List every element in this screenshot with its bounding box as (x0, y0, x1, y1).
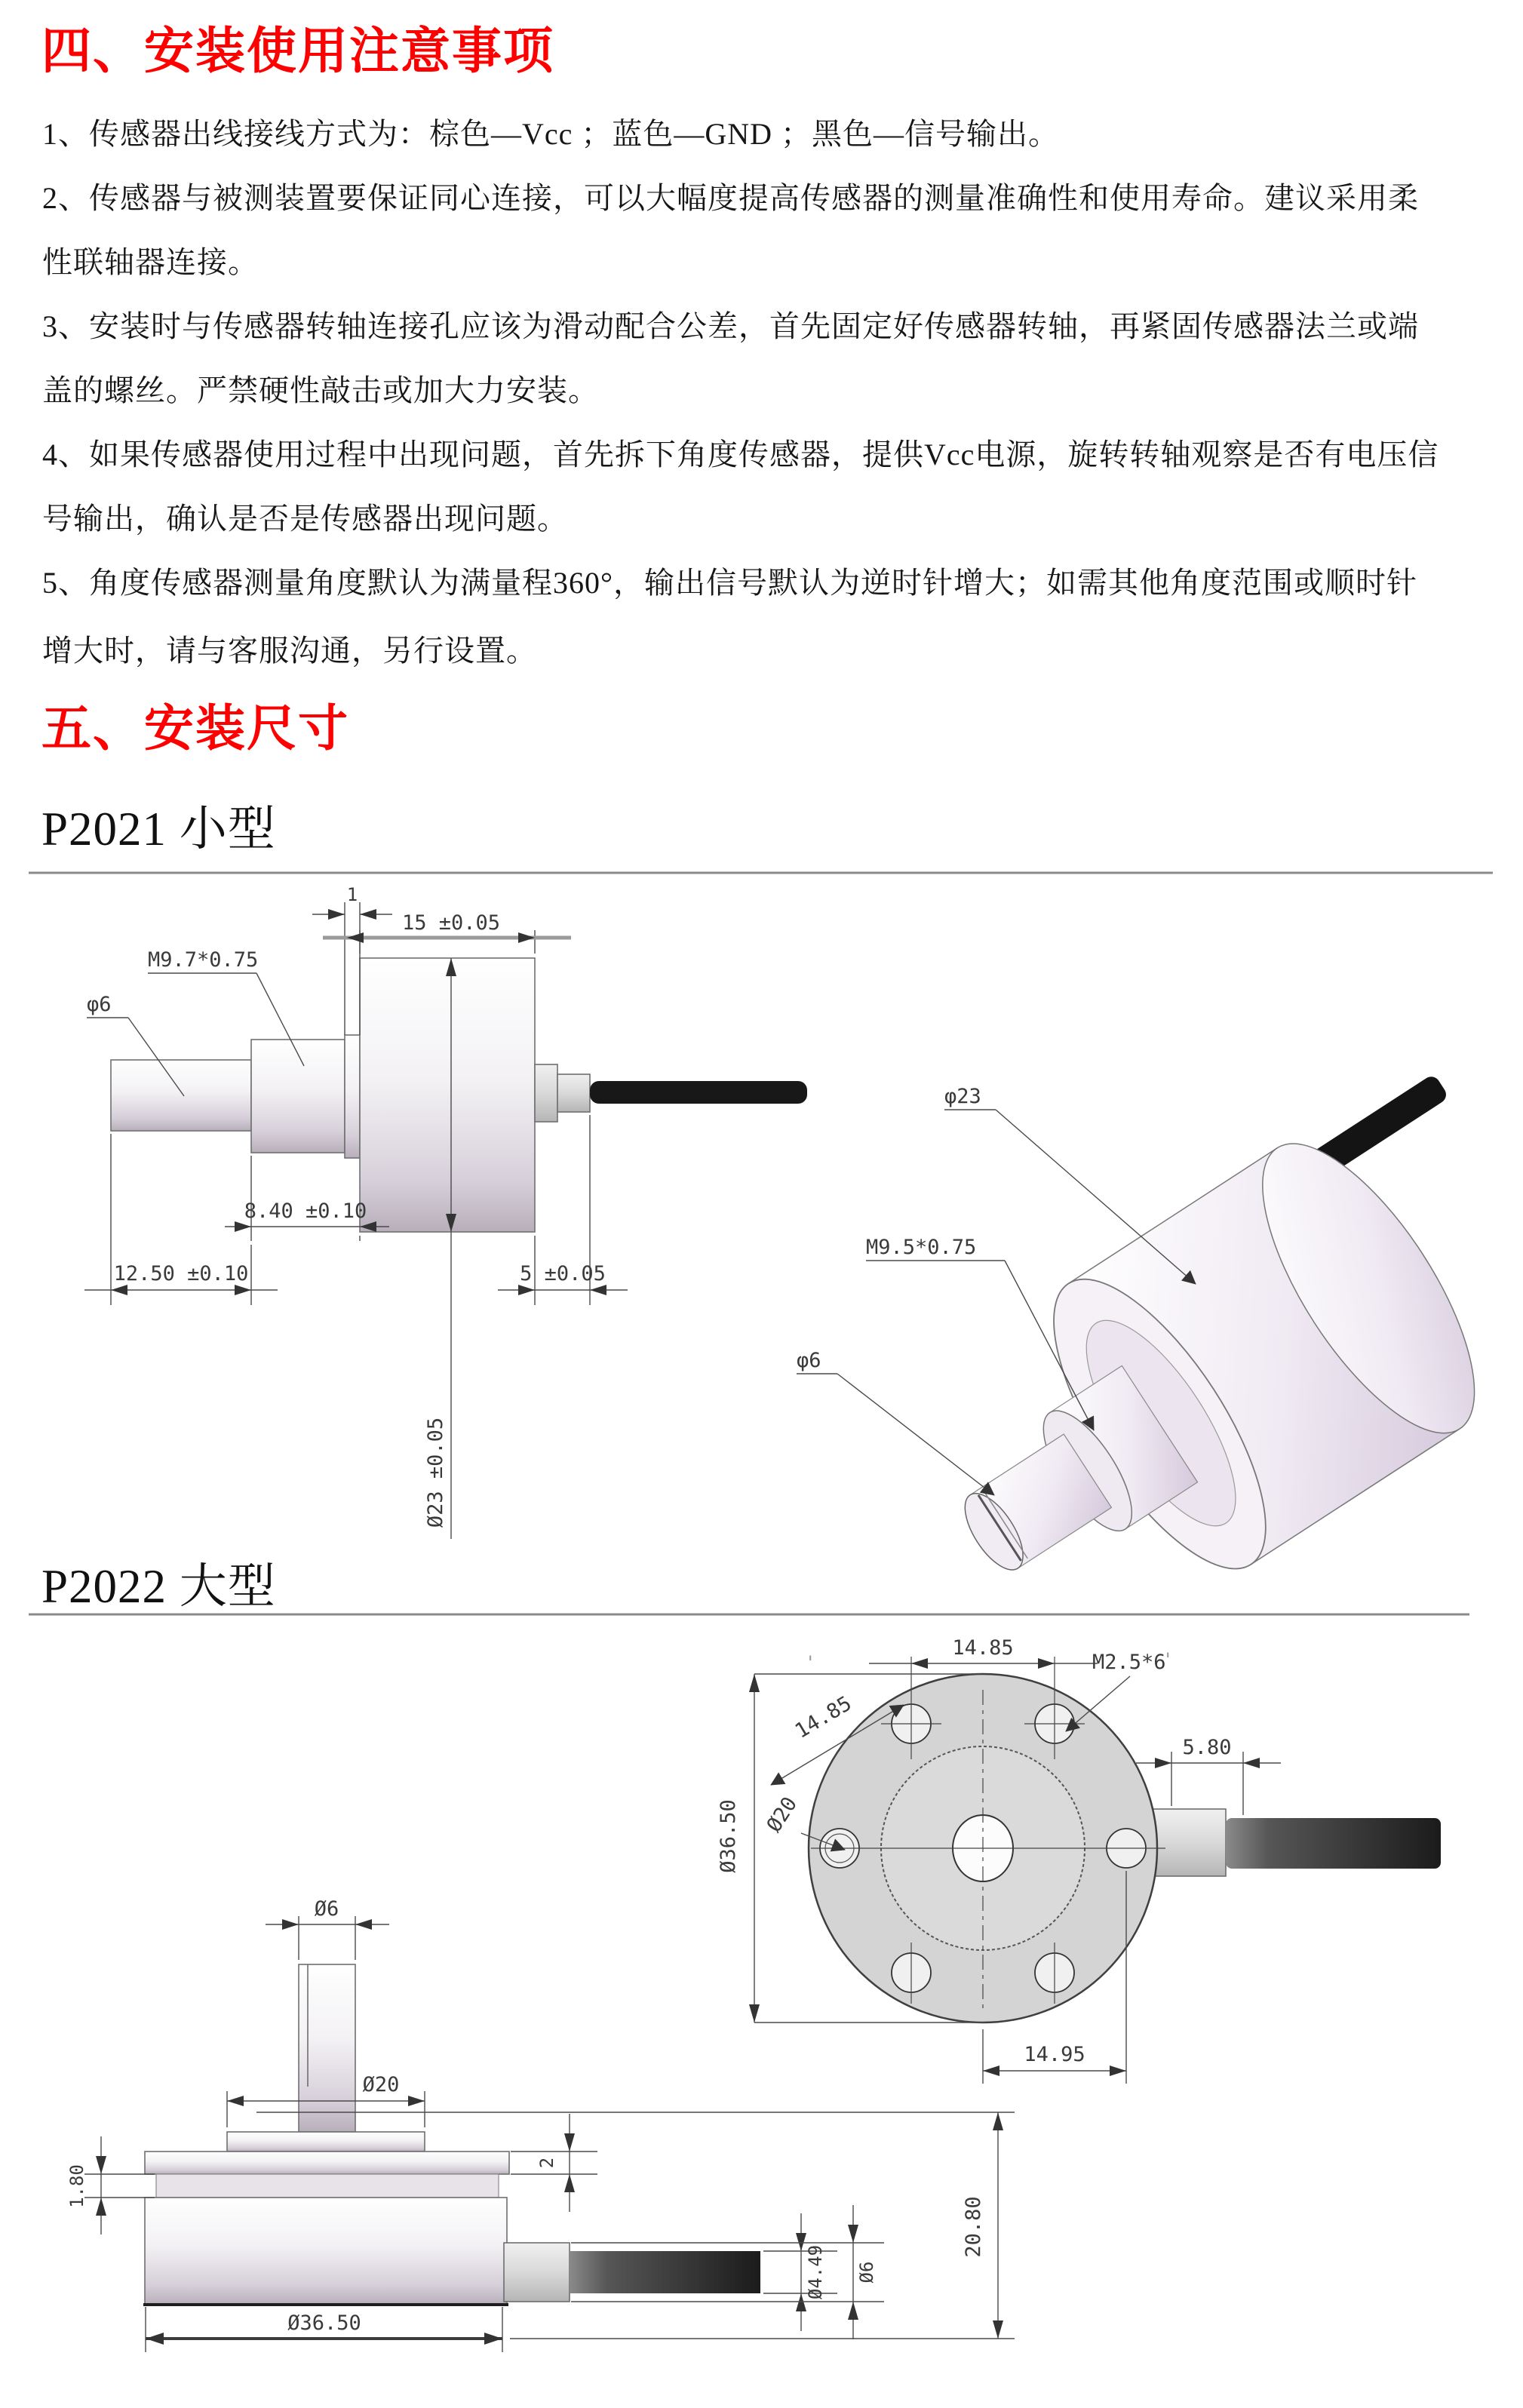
section4-heading: 四、安装使用注意事项 (41, 24, 554, 79)
note-line-7: 号输出，确认是否是传感器出现问题。 (42, 502, 568, 536)
p2022-flange-view (717, 1636, 1441, 2084)
p2022-dim-cap-label: 2 (536, 2157, 557, 2169)
p2022-dim-hole-span-bottom-label: 14.95 (1024, 2043, 1085, 2066)
p2021-iso-label-dia-text: φ23 (944, 1085, 981, 1108)
note-line-3: 性联轴器连接。 (42, 245, 259, 279)
p2022-groove (156, 2174, 499, 2198)
p2022-flange-connector (1153, 1809, 1226, 1876)
p2021-title: P2021 小型 (41, 803, 276, 855)
p2022-side-cable (570, 2251, 760, 2293)
p2021-thread-section (251, 1040, 345, 1153)
p2022-dim-connector-dia-label: Ø6 (856, 2261, 877, 2284)
p2022-dim-cap (511, 2114, 597, 2212)
note-line-8: 5、角度传感器测量角度默认为满量程360°，输出信号默认为逆时针增大；如需其他角度范围或顺时针 (42, 566, 1417, 600)
p2022-dim-hole-span-diag-label: 14.85 (791, 1691, 856, 1743)
p2021-side-view (84, 884, 807, 1539)
p2022-dim-shaft-dia (266, 1897, 389, 1960)
p2022-dim-height-label: 20.80 (962, 2196, 985, 2258)
p2021-connector-step1 (535, 1064, 557, 1122)
p2022-dim-flange-dia-label: Ø36.50 (717, 1799, 740, 1873)
note-line-9: 增大时，请与客服沟通，另行设置。 (42, 634, 537, 668)
p2021-dim-body-length-label: 15 ±0.05 (401, 911, 501, 935)
p2022-dim-hole-span-top-label: 14.85 (952, 1636, 1014, 1660)
p2021-iso-label-shaft-text: φ6 (797, 1349, 821, 1372)
p2022-label-screw-text: M2.5*6 (1092, 1651, 1166, 1674)
p2022-label-boss-dia-text: Ø20 (762, 1792, 803, 1837)
p2022-title: P2022 大型 (41, 1560, 276, 1613)
p2022-dim-cable-dia (763, 2213, 837, 2331)
p2022-flange-cable (1226, 1818, 1441, 1869)
p2022-dim-plate-dia-label: Ø20 (362, 2073, 400, 2096)
p2021-iso-solid (886, 1054, 1523, 1682)
p2021-dim-tail-length-label: 5 ±0.05 (520, 1262, 606, 1285)
p2022-flange-tick-left: ' (805, 1652, 816, 1673)
note-line-5: 盖的螺丝。严禁硬性敲击或加大力安装。 (42, 373, 599, 407)
p2022-flange-tick-right: ' (1162, 1649, 1174, 1670)
p2021-iso-view (797, 1054, 1523, 1682)
p2021-label-shaft-text: φ6 (87, 993, 112, 1016)
note-line-4: 3、安装时与传感器转轴连接孔应该为滑动配合公差，首先固定好传感器转轴，再紧固传感器法兰或端 (42, 309, 1419, 343)
p2022-body (145, 2198, 507, 2305)
p2021-shaft (111, 1060, 251, 1131)
p2021-label-thread-text: M9.7*0.75 (148, 948, 259, 972)
p2021-connector-step2 (557, 1074, 590, 1112)
p2021-dim-thread-length-label: 8.40 ±0.10 (244, 1199, 367, 1223)
p2022-dim-cable-dia-label: Ø4.49 (805, 2244, 826, 2300)
p2022-dim-hole-span-top (869, 1636, 1098, 1669)
p2021-body (360, 958, 535, 1232)
p2022-dim-body-dia (146, 2307, 502, 2352)
p2022-cap (145, 2152, 509, 2174)
p2022-dim-body-dia-label: Ø36.50 (287, 2311, 361, 2335)
section5-heading: 五、安装尺寸 (41, 702, 349, 757)
p2021-iso-label-thread-text: M9.5*0.75 (866, 1236, 977, 1259)
note-line-1: 1、传感器出线接线方式为：棕色—Vcc ；蓝色—GND ；黑色—信号输出。 (42, 117, 1060, 151)
p2021-dim-shaft-length-label: 12.50 ±0.10 (113, 1262, 249, 1285)
p2022-hub-plate (227, 2132, 425, 2152)
p2022-dim-lip-label: 1.80 (66, 2164, 88, 2208)
p2022-dim-connector-length-label: 5.80 (1182, 1736, 1232, 1759)
p2022-dim-lip (66, 2136, 155, 2234)
p2021-cable (590, 1081, 807, 1104)
p2021-iso-label-shaft (797, 1349, 994, 1495)
p2021-dim-body-dia-label: Ø23 ±0.05 (424, 1417, 447, 1528)
p2021-thread-relief-ring (345, 1035, 360, 1158)
note-line-2: 2、传感器与被测装置要保证同心连接，可以大幅度提高传感器的测量准确性和使用寿命。建议采用柔 (42, 181, 1419, 215)
note-line-6: 4、如果传感器使用过程中出现问题，首先拆下角度传感器，提供Vcc电源，旋转转轴观察是否有电压信 (42, 438, 1439, 471)
p2022-dim-shaft-dia-label: Ø6 (314, 1897, 339, 1921)
p2022-dim-connector-length (1136, 1736, 1281, 1815)
p2022-side-connector (504, 2243, 570, 2302)
p2021-dim-gap-label: 1 (346, 884, 358, 905)
